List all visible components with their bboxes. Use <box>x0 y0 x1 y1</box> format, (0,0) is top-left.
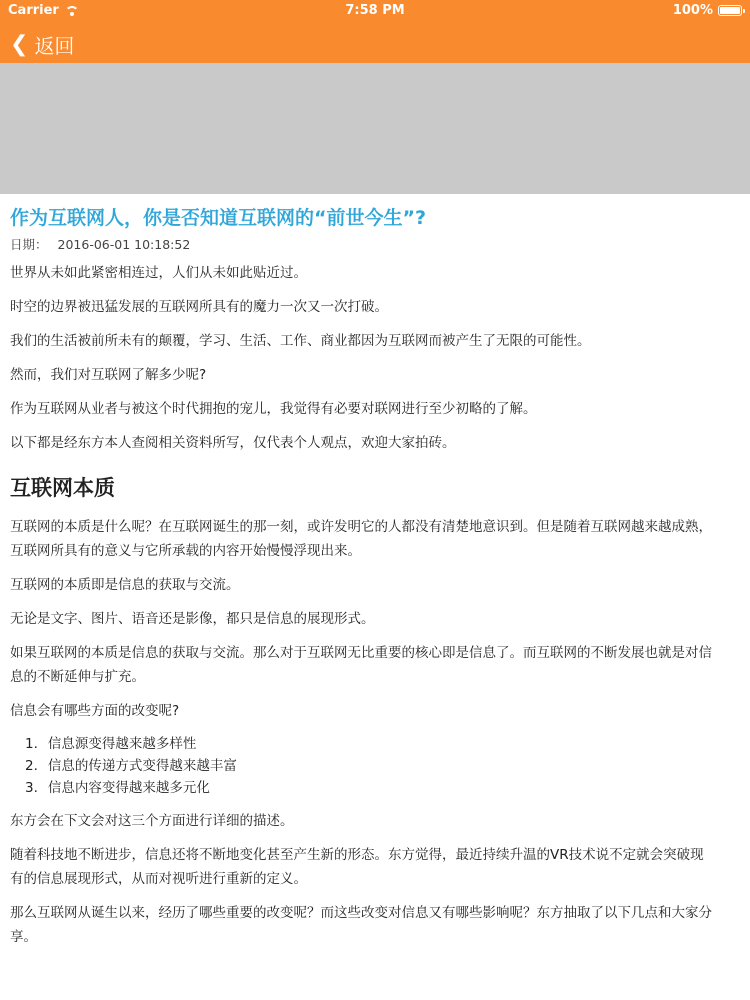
paragraph: 然而，我们对互联网了解多少呢? <box>10 367 207 383</box>
article-content <box>10 194 716 949</box>
date-label: 日期： <box>10 237 48 252</box>
battery-group <box>673 3 742 18</box>
ordered-list <box>10 733 716 799</box>
paragraph: 互联网的本质是什么呢？在互联网诞生的那一刻，或许发明它的人都没有清楚地意识到。但是随着互联网越来越成熟，互联网所具有的意义与它所承载的内容开始慢慢浮现出来。 <box>10 519 712 559</box>
paragraph: 世界从未如此紧密相连过，人们从未如此贴近过。 <box>10 265 307 281</box>
status-bar <box>0 0 750 22</box>
list-number: 1. <box>25 736 38 752</box>
nav-header <box>0 0 750 63</box>
back-label: 返回 <box>34 34 75 58</box>
list-item <box>25 777 716 799</box>
paragraph: 东方会在下文会对这三个方面进行详细的描述。 <box>10 813 294 829</box>
paragraph: 以下都是经东方本人查阅相关资料所写，仅代表个人观点，欢迎大家拍砖。 <box>10 435 456 451</box>
battery-icon <box>718 5 742 16</box>
paragraph: 随着科技地不断进步，信息还将不断地变化甚至产生新的形态。东方觉得，最近持续升温的VR技术说不定就会突破现有的信息展现形式，从而对视听进行重新的定义。 <box>10 847 704 887</box>
list-number: 2. <box>25 758 38 774</box>
paragraph: 那么互联网从诞生以来，经历了哪些重要的改变呢？而这些改变对信息又有哪些影响呢？东方抽取了以下几点和大家分享。 <box>10 905 712 945</box>
article-date-row <box>10 235 716 253</box>
section-heading: 互联网本质 <box>10 476 115 500</box>
list-text: 信息的传递方式变得越来越丰富 <box>47 758 237 774</box>
back-button[interactable] <box>10 30 74 59</box>
paragraph: 如果互联网的本质是信息的获取与交流。那么对于互联网无比重要的核心即是信息了。而互联网的不断发展也就是对信息的不断延伸与扩充。 <box>10 645 712 685</box>
carrier-label: Carrier <box>8 3 59 18</box>
article-banner-image <box>0 63 750 194</box>
article-date: 2016-06-01 10:18:52 <box>57 237 191 252</box>
article-title: 作为互联网人，你是否知道互联网的“前世今生”? <box>10 207 426 229</box>
battery-fill <box>720 7 740 14</box>
list-item <box>25 755 716 777</box>
paragraph: 我们的生活被前所未有的颠覆，学习、生活、工作、商业都因为互联网而被产生了无限的可能性。 <box>10 333 591 349</box>
paragraph: 互联网的本质即是信息的获取与交流。 <box>10 577 240 593</box>
list-item <box>25 733 716 755</box>
list-text: 信息源变得越来越多样性 <box>47 736 197 752</box>
paragraph: 时空的边界被迅猛发展的互联网所具有的魔力一次又一次打破。 <box>10 299 388 315</box>
chevron-left-icon: ❮ <box>10 31 29 57</box>
paragraph: 无论是文字、图片、语音还是影像，都只是信息的展现形式。 <box>10 611 375 627</box>
paragraph: 信息会有哪些方面的改变呢? <box>10 703 180 719</box>
battery-tip <box>743 9 745 13</box>
list-text: 信息内容变得越来越多元化 <box>47 780 210 796</box>
paragraph: 作为互联网从业者与被这个时代拥抱的宠儿，我觉得有必要对联网进行至少初略的了解。 <box>10 401 537 417</box>
list-number: 3. <box>25 780 38 796</box>
battery-percent: 100% <box>672 3 713 18</box>
status-time: 7:58 PM <box>345 3 405 18</box>
